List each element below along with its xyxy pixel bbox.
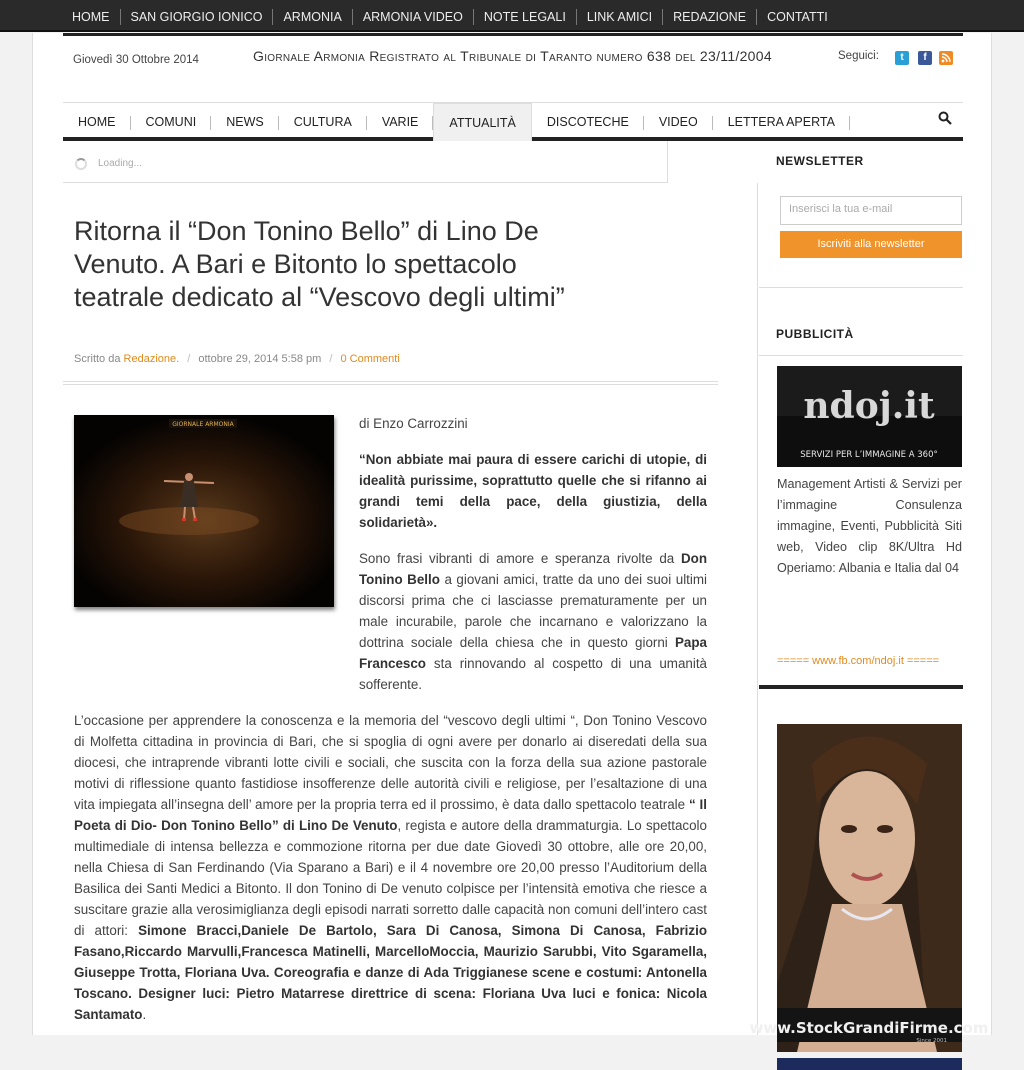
top-nav-item-contatti[interactable]: CONTATTI [767, 10, 828, 24]
article-paragraph: Sono frasi vibranti di amore e speranza rivolte da Don Tonino Bello a giovani amici, tratte da uno dei suoi ultimi discorsi prima che ci lasciasse prematuramente per un male incurabile, parole che incarnano e valorizzano la dottrina sociale della chiesa che in questo giorni Papa Francesco sta rinnovando al cospetto di una umanità sofferente. [359, 551, 707, 692]
divider [759, 685, 963, 689]
follow-label: Seguici: [838, 50, 879, 62]
divider [63, 381, 718, 385]
ndoj-facebook-link[interactable]: ===== www.fb.com/ndoj.it ===== [777, 655, 940, 667]
ndoj-logo: ndoj.it [803, 385, 935, 427]
loading-text: Loading... [98, 158, 142, 169]
facebook-icon[interactable]: f [918, 51, 932, 65]
article-body [74, 413, 707, 1040]
top-nav-item-armonia[interactable]: ARMONIA [273, 9, 352, 25]
photo-logo: GIORNALE ARMONIA [172, 421, 234, 428]
top-nav-item-redazione[interactable]: REDAZIONE [663, 9, 757, 25]
site-tagline: Giornale Armonia Registrato al Tribunale di Taranto numero 638 del 23/11/2004 [253, 48, 772, 64]
nav-item-varie[interactable]: VARIE [367, 103, 434, 141]
ads-heading: PUBBLICITÀ [776, 327, 854, 341]
twitter-icon[interactable]: t [895, 51, 909, 65]
top-bar [0, 0, 1024, 32]
article-byline: di Enzo Carrozzini [359, 416, 468, 431]
ndoj-banner[interactable] [777, 366, 962, 467]
nav-item-discoteche[interactable]: DISCOTECHE [532, 103, 644, 141]
search-icon[interactable] [938, 111, 952, 125]
nav-item-attualita[interactable]: ATTUALITÀ [433, 103, 531, 141]
article-quote: “Non abbiate mai paura di essere carichi di utopie, di idealità purissime, soprattutto quelle che si rifanno ai grandi temi della pace, della giustizia, della solidarietà». [359, 452, 707, 530]
ad-banner[interactable] [777, 1058, 962, 1070]
nav-item-cultura[interactable]: CULTURA [279, 103, 367, 141]
divider [759, 355, 963, 356]
newsletter-email-input[interactable]: Inserisci la tua e-mail [780, 196, 962, 225]
loading-spinner-icon [75, 158, 87, 170]
divider [759, 287, 963, 288]
newsletter-subscribe-button[interactable]: Iscriviti alla newsletter [780, 231, 962, 258]
nav-item-comuni[interactable]: COMUNI [131, 103, 212, 141]
author-link[interactable]: Redazione. [123, 353, 180, 365]
top-nav-item-san-giorgio-ionico[interactable]: SAN GIORGIO IONICO [121, 9, 274, 25]
comments-link[interactable]: 0 Commenti [340, 353, 400, 365]
nav-item-home[interactable]: HOME [63, 103, 131, 141]
article [63, 183, 758, 1035]
stockgrandifirme-since: Since 2001 [916, 1038, 947, 1044]
top-nav-item-home[interactable]: HOME [62, 9, 121, 25]
meta-written-by: Scritto da [74, 353, 121, 365]
rss-icon[interactable] [939, 51, 953, 65]
page-container [32, 33, 992, 1044]
ndoj-description: Management Artisti & Servizi per l’immagine Consulenza immagine, Eventi, Pubblicità Siti web, Video clip 8K/Ultra Hd Operiamo: Albania e Italia dal 04 [777, 477, 962, 575]
main-nav [63, 103, 963, 141]
current-date: Giovedì 30 Ottobre 2014 [73, 54, 199, 66]
nav-item-lettera-aperta[interactable]: LETTERA APERTA [713, 103, 850, 141]
top-nav-item-note-legali[interactable]: NOTE LEGALI [474, 9, 577, 25]
article-paragraph: L’occasione per apprendere la conoscenza e la memoria del “vescovo degli ultimi “, Don Tonino Vescovo di Molfetta cittadina in provincia di Bari, che si spoglia di ogni avere per donarlo ai diseredati della sua diocesi, che intraprende vibranti lotte civili e sociali, che suscita con la forza della sua azione pastorale motivi di riflessione quanto fastidiose insofferenze delle autorità civili e religiose, per l’esaltazione di una vita impiegata all’insegna dell’ amore per la propria terra ed il prossimo, è data dallo spettacolo teatrale “ Il Poeta di Dio- Don Tonino Bello” di Lino De Venuto, regista e autore della drammaturgia. Lo spettacolo multimediale di intensa bellezza e commozione ritorna per due date Giovedì 30 ottobre, alle ore 20,00, nella Chiesa di San Ferdinando (Via Sparano a Bari) e il 4 novembre ore 20,00 presso l’Auditorium della Basilica dei Santi Medici a Bitonto. Il don Tonino di De venuto colpisce per l’intensità emotiva che riesce a suscitare grazie alla verosimiglianza degli episodi narrati sorretto dalle capacità non comuni dell’intero cast di attori: Simone Bracci,Daniele De Bartolo, Sara Di Canosa, Simona Di Canosa, Fabrizio Fasano,Riccardo Marvulli,Francesca Matinelli, MarcelloMoccia, Maurizio Sarubbi, Vito Sgaramella, Giuseppe Trotta, Floriana Uva. Coreografia e danze di Ada Triggianese scene e costumi: Antonella Toscano. Designer luci: Pietro Matarrese direttrice di scena: Floriana Uva luci e fonica: Nicola Santamato. [74, 713, 707, 1022]
stockgrandifirme-logo: www.StockGrandiFirme.com [749, 1019, 989, 1037]
top-nav-item-armonia-video[interactable]: ARMONIA VIDEO [353, 9, 474, 25]
top-nav [62, 9, 838, 25]
stockgrandifirme-banner[interactable] [749, 724, 989, 1052]
nav-item-video[interactable]: VIDEO [644, 103, 713, 141]
nav-item-news[interactable]: NEWS [211, 103, 279, 141]
article-meta: Scritto da Redazione. / ottobre 29, 2014 5:58 pm / 0 Commenti [74, 353, 400, 365]
article-datetime: ottobre 29, 2014 5:58 pm [198, 353, 322, 365]
article-title: Ritorna il “Don Tonino Bello” di Lino De Venuto. A Bari e Bitonto lo spettacolo teatrale dedicato al “Vescovo degli ultimi” [74, 216, 565, 312]
newsletter-heading: NEWSLETTER [776, 154, 864, 168]
header-bar [63, 33, 963, 103]
news-ticker [63, 141, 668, 183]
top-nav-item-link-amici[interactable]: LINK AMICI [577, 9, 663, 25]
ndoj-caption: SERVIZI PER L’IMMAGINE A 360° [800, 450, 938, 460]
